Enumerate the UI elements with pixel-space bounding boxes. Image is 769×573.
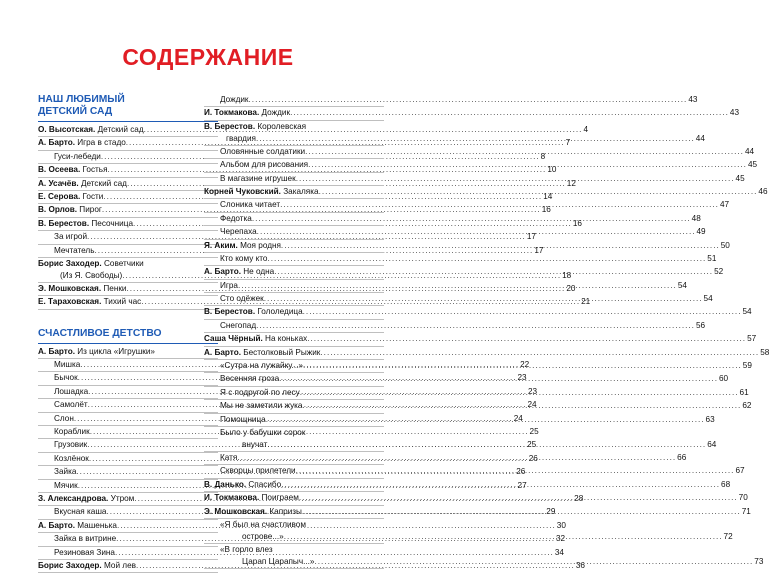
- toc-entry[interactable]: [204, 121, 705, 146]
- toc-author: Саша Чёрный.: [204, 334, 263, 344]
- toc-author: А. Барто.: [204, 267, 241, 277]
- toc-author: Э. Мошковская.: [204, 506, 268, 516]
- toc-author: И. Токмакова.: [204, 108, 260, 118]
- toc-author: В. Данько.: [204, 479, 247, 489]
- toc-entry-title: Зайка: [54, 467, 77, 477]
- toc-entry-title: Лошадка: [54, 386, 89, 396]
- toc-entry-title: Кораблик: [54, 427, 90, 437]
- toc-author: Борис Заходер.: [38, 258, 102, 268]
- toc-entry-title: Самолёт: [54, 400, 88, 410]
- toc-entry-title: В. Орлов. Пирог: [38, 205, 102, 215]
- toc-entry-title: Я с подругой по лесу: [220, 387, 300, 397]
- toc-entry[interactable]: [204, 320, 706, 333]
- toc-leader: [238, 280, 677, 292]
- toc-author: И. Токмакова.: [204, 493, 260, 503]
- toc-author: З. Александрова.: [38, 493, 109, 503]
- toc-leader: [300, 387, 739, 399]
- toc-leader: [249, 94, 688, 106]
- toc-page-number: 73: [754, 556, 764, 566]
- toc-entry-title: Скворцы прилетели: [220, 466, 296, 476]
- toc-author: Борис Заходер.: [38, 560, 102, 570]
- toc-entry-multiline: [204, 121, 705, 145]
- toc-page-number: 54: [677, 280, 687, 290]
- toc-page-number: 56: [695, 320, 706, 330]
- toc-entry-line: «Я был на счастливом: [220, 519, 306, 529]
- toc-entry-title: А. Усачёв. Детский сад: [38, 178, 127, 188]
- toc-entry[interactable]: [204, 146, 755, 159]
- toc-leader: [299, 492, 738, 504]
- toc-page-number: 70: [738, 493, 748, 503]
- toc-page-number: 14: [543, 191, 553, 201]
- toc-page-number: 49: [696, 227, 706, 237]
- toc-entry[interactable]: [38, 346, 218, 359]
- toc-leader: [280, 199, 719, 211]
- toc-entry-title: Козлёнок: [54, 453, 89, 463]
- toc-entry-title: В. Данько. Спасибо: [204, 479, 282, 489]
- toc-entry-title: В магазине игрушек: [220, 173, 296, 183]
- toc-leader: [307, 333, 746, 345]
- toc-entry-title: За игрой: [54, 232, 88, 242]
- toc-entry-title: Весенняя гроза: [220, 374, 280, 384]
- toc-author: В. Берестов.: [204, 121, 256, 131]
- toc-page-number: 18: [562, 270, 572, 280]
- toc-entry[interactable]: [204, 306, 752, 319]
- toc-leader: [279, 373, 718, 385]
- toc-entry-line: В. Берестов. Королевская: [204, 121, 307, 131]
- toc-entry-title: Дождик: [220, 94, 249, 104]
- toc-entry-title: Я. Аким. Моя родня: [204, 240, 281, 250]
- toc-page-number: 44: [744, 146, 755, 156]
- toc-entry-title: З. Александрова. Утром: [38, 493, 135, 503]
- toc-leader: [284, 531, 723, 543]
- toc-leader: [281, 479, 720, 491]
- toc-page-number: 60: [718, 374, 729, 384]
- toc-page-number: 44: [695, 133, 705, 143]
- toc-page-number: 46: [758, 186, 768, 196]
- toc-leader: [264, 293, 703, 305]
- toc-entry-title: Бычок: [54, 373, 78, 383]
- toc-page-number: 30: [556, 520, 566, 530]
- toc-author: Э. Мошковская.: [38, 283, 102, 293]
- toc-entry-title: Помощница: [220, 414, 266, 424]
- toc-leader: [319, 186, 758, 198]
- toc-author: А. Барто.: [38, 346, 75, 356]
- toc-page-number: 54: [703, 294, 713, 304]
- toc-leader: [296, 465, 735, 477]
- toc-entry-title: «Сутра на лужайку...»: [220, 361, 303, 371]
- toc-entry-title: Зайка в витрине: [54, 534, 117, 544]
- toc-page-number: 16: [572, 218, 582, 228]
- toc-page-number: 4: [583, 124, 589, 134]
- toc-page-number: 45: [735, 173, 745, 183]
- toc-page-number: 57: [747, 334, 757, 344]
- toc-leader: [303, 306, 742, 318]
- toc-page-number: 21: [581, 297, 591, 307]
- toc-author: Корней Чуковский.: [204, 186, 281, 196]
- toc-entry-title: Мечтатель: [54, 245, 95, 255]
- toc-entry-title: Мишка: [54, 360, 81, 370]
- toc-entry-title: И. Токмакова. Дождик: [204, 108, 291, 118]
- toc-entry-title: Кто кому кто: [220, 253, 268, 263]
- toc-leader: [314, 556, 753, 568]
- toc-author: Е. Серова.: [38, 191, 81, 201]
- toc-entry-title: острове...»: [242, 531, 284, 541]
- toc-page-number: 71: [741, 506, 751, 516]
- toc-entry-title: гвардия: [226, 133, 256, 143]
- toc-entry-title: Черепаха: [220, 227, 257, 237]
- page-title: СОДЕРЖАНИЕ: [122, 44, 294, 70]
- toc-entry-title: А. Барто. Бестолковый Рыжик: [204, 347, 321, 357]
- toc-entry-title: А. Барто. Не одна: [204, 267, 275, 277]
- toc-page-number: 68: [721, 479, 731, 489]
- section-heading: НАШ ЛЮБИМЫЙ ДЕТСКИЙ САД: [38, 94, 218, 122]
- toc-page-number: 17: [526, 232, 536, 242]
- toc-page-number: 25: [527, 440, 537, 450]
- toc-entry-title: В. Берестов. Песочница: [38, 218, 134, 228]
- toc-leader: [267, 253, 706, 265]
- toc-page-number: 25: [529, 427, 539, 437]
- toc-page-number: 62: [742, 401, 752, 411]
- toc-entry-title: Корней Чуковский. Закаляка: [204, 186, 319, 196]
- toc-page-number: 64: [707, 439, 717, 449]
- toc-page-number: 24: [527, 400, 537, 410]
- toc-author: Я. Аким.: [204, 240, 238, 250]
- toc-entry-title: Вкусная каша: [54, 507, 107, 517]
- toc-entry[interactable]: [204, 94, 698, 107]
- toc-page-number: 59: [742, 361, 752, 371]
- toc-page-number: 17: [534, 245, 544, 255]
- toc-leader: [303, 360, 742, 372]
- toc-entry-title: Саша Чёрный. На коньках: [204, 334, 308, 344]
- toc-entry-title: Катя: [220, 452, 238, 462]
- toc-page-number: 12: [566, 178, 576, 188]
- toc-leader: [305, 146, 744, 158]
- toc-entry-title: Борис Заходер. Мой лев: [38, 560, 136, 570]
- toc-page-number: 72: [723, 531, 733, 541]
- toc-author: Е. Тараховская.: [38, 297, 102, 307]
- toc-page-number: 24: [513, 413, 523, 423]
- toc-author: В. Орлов.: [38, 205, 78, 215]
- toc-page-number: 23: [527, 386, 538, 396]
- toc-leader: [320, 347, 759, 359]
- toc-page-number: 28: [574, 493, 584, 503]
- toc-entry-title: А. Барто. Из цикла «Игрушки»: [38, 346, 155, 356]
- toc-page-number: 10: [547, 165, 557, 175]
- toc-page-number: 43: [688, 94, 698, 104]
- toc-page-number: 34: [554, 547, 564, 557]
- toc-page-number: 32: [556, 534, 566, 544]
- toc-leader: [296, 173, 735, 185]
- toc-page-number: 22: [520, 360, 530, 370]
- toc-page-number: 26: [528, 453, 538, 463]
- toc-page-number: 20: [566, 283, 576, 293]
- toc-entry[interactable]: [204, 333, 757, 346]
- toc-entry-title: Грузовик: [54, 440, 88, 450]
- toc-entry-title: И. Токмакова. Поиграем: [204, 493, 299, 503]
- toc-page-number: 29: [546, 507, 556, 517]
- toc-leader: [281, 240, 720, 252]
- toc-page-number: 66: [677, 452, 687, 462]
- toc-leader: [257, 226, 696, 238]
- toc-entry-title: А. Барто. Игра в стадо: [38, 138, 126, 148]
- toc-author: А. Барто.: [204, 347, 241, 357]
- toc-entry-title: Оловянные солдатики: [220, 146, 306, 156]
- toc-entry[interactable]: [204, 107, 739, 120]
- toc-page-number: 26: [516, 467, 526, 477]
- toc-entry-title: О. Высотская. Детский сад: [38, 124, 144, 134]
- toc-page-number: 48: [691, 213, 701, 223]
- toc-entry-title: (Из Я. Свободы): [60, 270, 123, 280]
- toc-author: В. Осеева.: [38, 165, 81, 175]
- toc-leader: [274, 266, 713, 278]
- toc-entry-title: Сто одёжек: [220, 294, 264, 304]
- toc-leader: [308, 159, 747, 171]
- toc-entry-line: [204, 133, 705, 145]
- toc-page-number: 43: [729, 108, 739, 118]
- toc-page-number: 58: [760, 347, 769, 357]
- toc-page-number: 61: [739, 387, 749, 397]
- toc-page-number: 54: [742, 307, 752, 317]
- toc-page-number: 36: [575, 560, 585, 570]
- toc-entry-title: А. Барто. Машенька: [38, 520, 117, 530]
- toc-entry-line: «В горло влез: [220, 544, 273, 554]
- toc-page-number: 23: [517, 373, 527, 383]
- toc-leader: [266, 414, 705, 426]
- toc-entry-title: Резиновая Зина: [54, 547, 115, 557]
- toc-page-number: 51: [707, 253, 717, 263]
- toc-entry-title: Мы не заметили жука: [220, 401, 303, 411]
- toc-leader: [302, 506, 741, 518]
- toc-entry[interactable]: [204, 253, 717, 266]
- toc-entry-title: Слоника читает: [220, 200, 281, 210]
- toc-leader: [256, 133, 695, 145]
- toc-leader: [252, 213, 691, 225]
- toc-entry-title: Гуси-лебеди: [54, 151, 101, 161]
- toc-page-number: 67: [735, 466, 745, 476]
- toc-page-number: 8: [540, 151, 546, 161]
- section-heading: СЧАСТЛИВОЕ ДЕТСТВО: [38, 328, 218, 344]
- toc-entry-title: Царап Царапыч...»: [242, 556, 315, 566]
- toc-entry-title: Снегопад: [220, 320, 257, 330]
- toc-leader: [237, 452, 676, 464]
- toc-entry-title: внучат: [242, 439, 268, 449]
- toc-page-number: 50: [720, 240, 730, 250]
- toc-page-number: 47: [719, 200, 730, 210]
- toc-leader: [290, 107, 729, 119]
- toc-author: А. Барто.: [38, 520, 75, 530]
- toc-leader: [302, 400, 741, 412]
- toc-entry-title: Слон: [54, 413, 74, 423]
- toc-entry-title: В. Берестов. Гололедица: [204, 307, 303, 317]
- toc-author: В. Берестов.: [38, 218, 90, 228]
- toc-entry-title: Игра: [220, 280, 238, 290]
- toc-page-number: 63: [705, 414, 715, 424]
- toc-page-number: 52: [714, 267, 724, 277]
- toc-leader: [267, 439, 706, 451]
- toc-entry-title: Альбом для рисования: [220, 160, 309, 170]
- toc-page-number: 45: [747, 160, 758, 170]
- toc-entry-title: В. Осеева. Гостья: [38, 165, 108, 175]
- toc-page-number: 27: [517, 480, 527, 490]
- toc-page-number: 7: [565, 138, 571, 148]
- toc-entry-title: Е. Серова. Гости: [38, 191, 104, 201]
- toc-page-number: 16: [541, 205, 551, 215]
- toc-author: В. Берестов.: [204, 307, 256, 317]
- toc-entry-line: Борис Заходер. Советчики: [38, 258, 144, 268]
- toc-entry-line: Было у бабушки сорок: [220, 427, 306, 437]
- toc-author: А. Усачёв.: [38, 178, 79, 188]
- toc-entry[interactable]: [204, 347, 769, 360]
- toc-entry-title: Федотка: [220, 213, 252, 223]
- toc-entry-title: Э. Мошковская. Пенки: [38, 283, 127, 293]
- toc-author: А. Барто.: [38, 138, 75, 148]
- toc-entry-title: Э. Мошковская. Капризы: [204, 506, 302, 516]
- toc-leader: [256, 320, 695, 332]
- toc-author: О. Высотская.: [38, 124, 96, 134]
- toc-entry-title: Е. Тараховская. Тихий час: [38, 297, 142, 307]
- toc-entry-title: Мячик: [54, 480, 78, 490]
